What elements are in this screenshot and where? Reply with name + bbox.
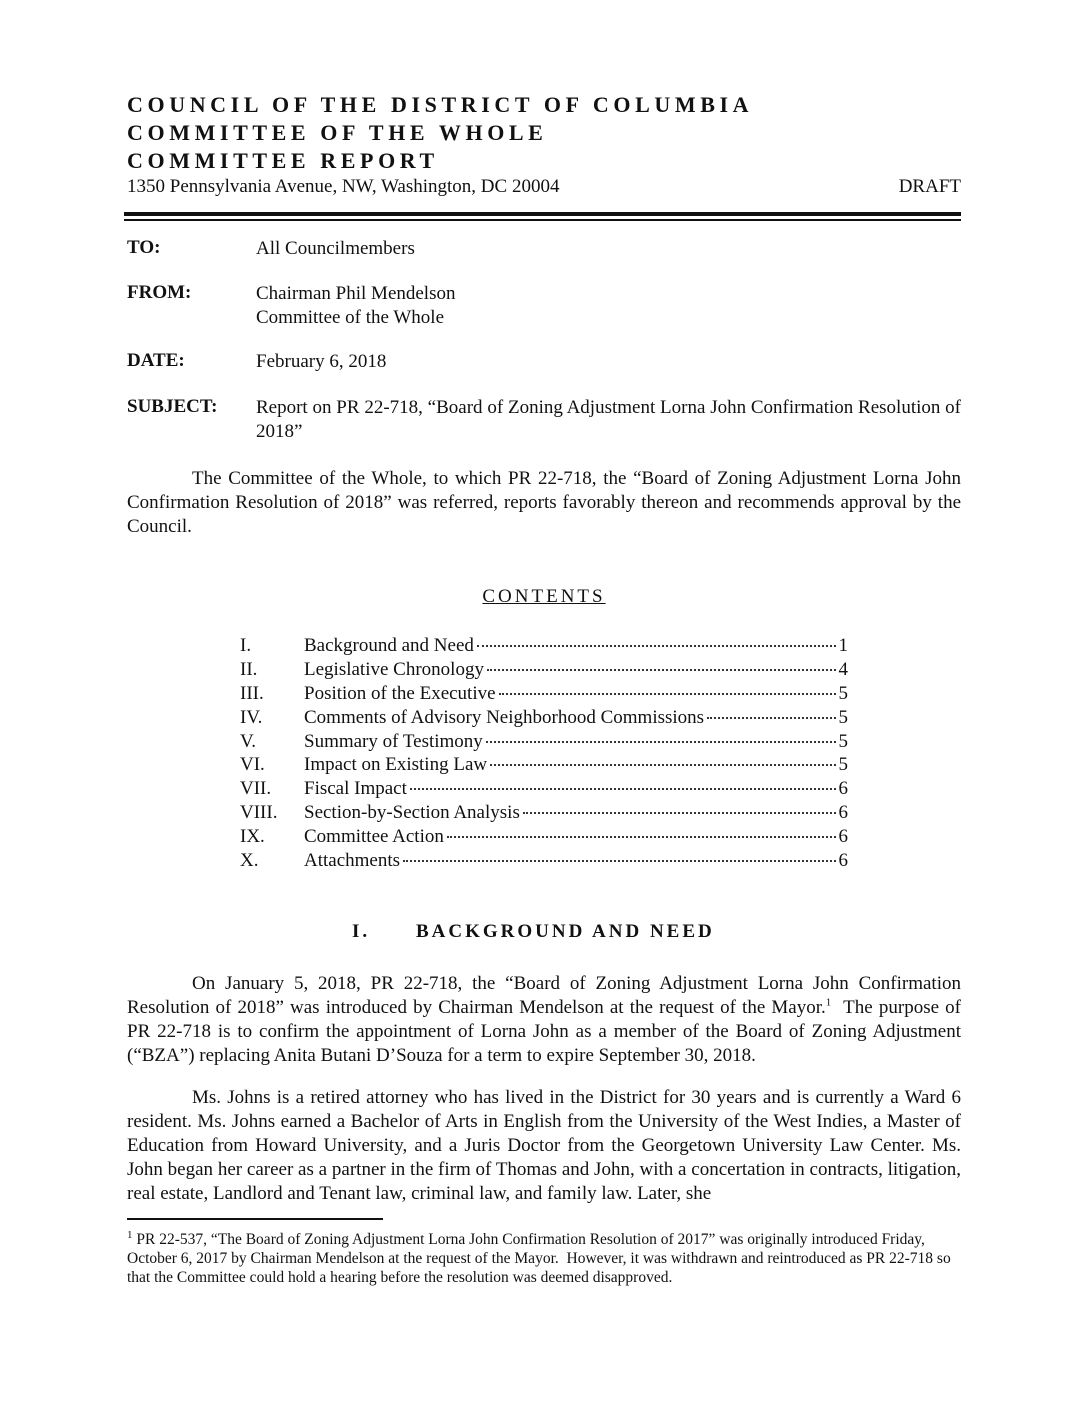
toc-title: Background and Need	[304, 635, 474, 656]
from-name: Chairman Phil Mendelson	[256, 283, 456, 304]
footnote-number: 1	[127, 1228, 133, 1241]
toc-page: 5	[838, 730, 848, 752]
section-number: I.	[352, 921, 371, 942]
toc-item[interactable]	[240, 778, 848, 802]
footnote	[127, 1230, 961, 1287]
toc-page: 6	[838, 778, 848, 800]
toc-leader	[486, 741, 836, 743]
header-rule-thick	[124, 212, 961, 216]
toc-item[interactable]	[240, 659, 848, 683]
toc-item[interactable]	[240, 683, 848, 707]
toc-item[interactable]	[240, 731, 848, 755]
toc-title: Impact on Existing Law	[304, 754, 488, 776]
toc-leader	[499, 693, 836, 695]
toc-title: Summary of Testimony	[304, 730, 483, 752]
toc-page: 4	[838, 658, 848, 680]
toc-number: VIII.	[240, 802, 278, 824]
para2-text: Ms. Johns is a retired attorney who has lived in the District for 30 years and is currently a Ward 6 resident. Ms. Johns earned a Bachelor of Arts in English from the University of the West Indies, a Master of Education from Howard University, and a Juris Doctor from the Georgetown University Law Center. Ms. John began her career as a partner in the firm of Thomas and John, with a concertation in contracts, litigation, real estate, Landlord and Tenant law, criminal law, and family law. Later, she	[127, 1087, 961, 1204]
intro-text: The Committee of the Whole, to which PR 22-718, the “Board of Zoning Adjustment Lorna John Confirmation Resolution of 2018” was referred, reports favorably thereon and recommends approval by the Council.	[127, 468, 961, 537]
date-label: DATE:	[127, 350, 185, 371]
address-line	[127, 176, 961, 198]
table-of-contents	[240, 635, 848, 874]
from-committee: Committee of the Whole	[256, 307, 445, 328]
toc-page: 6	[838, 802, 848, 824]
to-value: All Councilmembers	[256, 238, 415, 259]
background-paragraph-2	[127, 1086, 961, 1206]
toc-leader	[523, 812, 836, 814]
toc-title: Fiscal Impact	[304, 778, 407, 800]
toc-page: 6	[838, 826, 848, 848]
toc-page: 5	[838, 682, 848, 704]
toc-number: X.	[240, 850, 259, 872]
toc-number: IV.	[240, 706, 263, 728]
address: 1350 Pennsylvania Avenue, NW, Washington, DC 20004	[127, 176, 560, 197]
toc-number: V.	[240, 730, 257, 752]
para1-text-a: On January 5, 2018, PR 22-718, the “Board of Zoning Adjustment Lorna John Confirmation Resolution of 2018” was introduced by Chairman Mendelson at the request of the Mayor.	[127, 973, 961, 1018]
background-paragraph-1	[127, 972, 966, 1068]
section-title: BACKGROUND AND NEED	[416, 921, 715, 942]
toc-number: VI.	[240, 754, 265, 776]
toc-number: II.	[240, 658, 258, 680]
toc-leader	[487, 669, 836, 671]
section-heading	[352, 921, 715, 943]
header-committee: COMMITTEE OF THE WHOLE	[127, 120, 548, 145]
header-council: COUNCIL OF THE DISTRICT OF COLUMBIA	[127, 92, 754, 117]
draft-label: DRAFT	[898, 176, 961, 197]
footnote-text: PR 22-537, “The Board of Zoning Adjustment Lorna John Confirmation Resolution of 2017” was originally introduced Friday, October 6, 2017 by Chairman Mendelson at the request of the Mayor. However, it was withdrawn and reintroduced as PR 22-718 so that the Committee could hold a hearing before the resolution was deemed disapproved.	[127, 1231, 955, 1286]
toc-item[interactable]	[240, 802, 848, 826]
toc-item[interactable]	[240, 826, 848, 850]
toc-item[interactable]	[240, 707, 848, 731]
toc-item[interactable]	[240, 635, 848, 659]
toc-number: VII.	[240, 778, 272, 800]
date-value: February 6, 2018	[256, 351, 387, 372]
toc-leader	[403, 860, 835, 862]
toc-title: Attachments	[304, 850, 401, 872]
para1-text-b: The purpose of PR 22-718 is to confirm the appointment of Lorna John as a member of the Board of Zoning Adjustment (“BZA”) replacing Anita Butani D’Souza for a term to expire September 30, 2018.	[127, 997, 966, 1066]
toc-page: 6	[838, 850, 848, 872]
footnote-separator	[127, 1218, 383, 1220]
toc-page: 1	[838, 635, 848, 656]
toc-number: IX.	[240, 826, 265, 848]
toc-page: 5	[838, 754, 848, 776]
footnote-ref[interactable]: 1	[825, 996, 832, 1009]
subject-value: Report on PR 22-718, “Board of Zoning Adjustment Lorna John Confirmation Resolution of 2018”	[256, 397, 961, 442]
header-rule-thin	[124, 219, 961, 221]
toc-leader	[477, 645, 836, 647]
to-label: TO:	[127, 237, 161, 258]
intro-paragraph	[127, 467, 961, 539]
toc-item[interactable]	[240, 754, 848, 778]
toc-title: Legislative Chronology	[304, 658, 484, 680]
toc-item[interactable]	[240, 850, 848, 874]
contents-heading	[0, 586, 1088, 608]
toc-title: Comments of Advisory Neighborhood Commissions	[304, 706, 705, 728]
toc-leader	[447, 836, 836, 838]
toc-title: Committee Action	[304, 826, 444, 848]
toc-leader	[707, 717, 835, 719]
toc-title: Position of the Executive	[304, 682, 496, 704]
header-report: COMMITTEE REPORT	[127, 148, 439, 173]
toc-number: I.	[240, 635, 252, 656]
subject-label: SUBJECT:	[127, 396, 218, 417]
from-label: FROM:	[127, 282, 192, 303]
toc-title: Section-by-Section Analysis	[304, 802, 520, 824]
toc-page: 5	[838, 706, 848, 728]
toc-leader	[490, 764, 835, 766]
toc-leader	[410, 788, 836, 790]
contents-title: CONTENTS	[482, 586, 606, 607]
toc-number: III.	[240, 682, 264, 704]
